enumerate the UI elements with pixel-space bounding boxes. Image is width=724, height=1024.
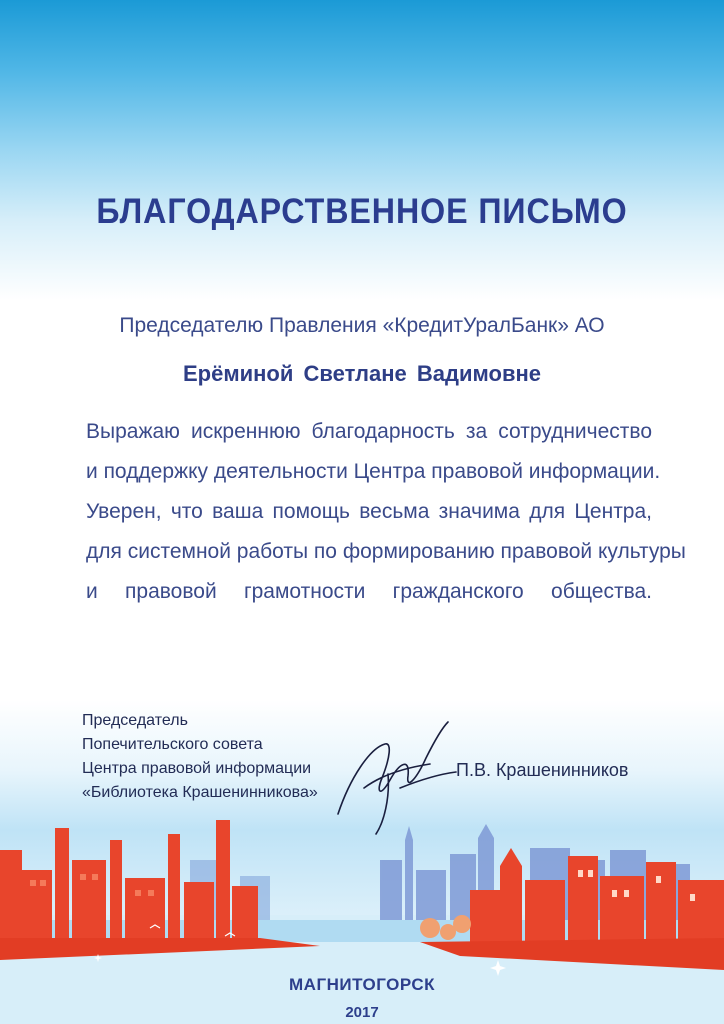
recipient-name: Ерёминой Светлане Вадимовне — [183, 361, 541, 386]
signer-name: П.В. Крашенинников — [456, 760, 629, 780]
footer-year: 2017 — [345, 1004, 379, 1021]
footer-city: МАГНИТОГОРСК — [289, 975, 435, 994]
signer-title — [82, 709, 318, 805]
body-line: Выражаю искреннюю благодарность за сотрудничество — [86, 420, 652, 443]
letter-body — [86, 412, 686, 612]
signer-title-line: Центра правовой информации — [82, 760, 312, 777]
body-line: Уверен, что ваша помощь весьма значима для Центра, — [86, 500, 652, 523]
body-line: и поддержку деятельности Центра правовой информации. — [86, 460, 661, 483]
addressee-line: Председателю Правления «КредитУралБанк» АО — [119, 314, 605, 337]
signer-title-line: Попечительского совета — [82, 736, 263, 753]
body-line: для системной работы по формированию правовой культуры — [86, 540, 686, 563]
signer-title-line: Председатель — [82, 712, 188, 729]
letter-title: БЛАГОДАРСТВЕННОЕ ПИСЬМО — [96, 192, 628, 231]
body-line: и правовой грамотности гражданского общества. — [86, 580, 652, 603]
signer-title-line: «Библиотека Крашенинникова» — [82, 784, 318, 801]
